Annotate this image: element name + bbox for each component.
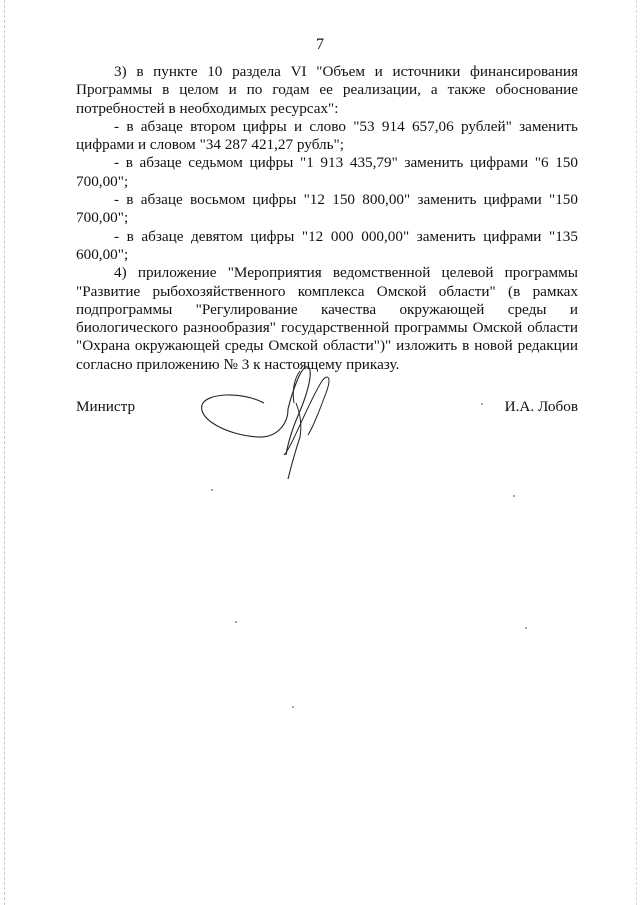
paragraph-subitem-abzac-8: - в абзаце восьмом цифры "12 150 800,00" заменить цифрами "150 700,00"; — [76, 191, 578, 227]
paragraph-subitem-abzac-9: - в абзаце девятом цифры "12 000 000,00" заменить цифрами "135 600,00"; — [76, 227, 578, 263]
signer-name: И.А. Лобов — [504, 398, 578, 415]
scan-speck — [481, 403, 483, 405]
scan-edge-right — [636, 0, 638, 905]
paragraph-subitem-abzac-2: - в абзаце втором цифры и слово "53 914 657,06 рублей" заменить цифрами и словом "34 287 421,27 рубль"; — [76, 117, 578, 154]
signer-title: Министр — [76, 398, 136, 415]
body-text — [76, 63, 578, 374]
paragraph-item-4: 4) приложение "Мероприятия ведомственной целевой программы "Развитие рыбохозяйственного комплекса Омской области" (в рамках подпрограммы "Регулирование качества окружающей среды и биологического разнообразия" государственной программы Омской области "Охрана окружающей среды Омской области")" изложить в новой редакции согласно приложению № 3 к настоящему приказу. — [76, 264, 578, 373]
paragraph-item-3: 3) в пункте 10 раздела VI "Объем и источники финансирования Программы в целом и по годам ее реализации, а также обоснование потребностей в необходимых ресурсах": — [76, 63, 578, 117]
scan-speck — [211, 489, 213, 491]
scan-speck — [235, 621, 237, 623]
scan-speck — [513, 495, 515, 497]
scan-edge-left — [4, 0, 6, 905]
handwritten-signature — [196, 363, 336, 483]
scan-speck — [525, 627, 527, 629]
paragraph-subitem-abzac-7: - в абзаце седьмом цифры "1 913 435,79" заменить цифрами "6 150 700,00"; — [76, 154, 578, 190]
scan-speck — [292, 706, 294, 708]
page-number: 7 — [316, 36, 324, 53]
